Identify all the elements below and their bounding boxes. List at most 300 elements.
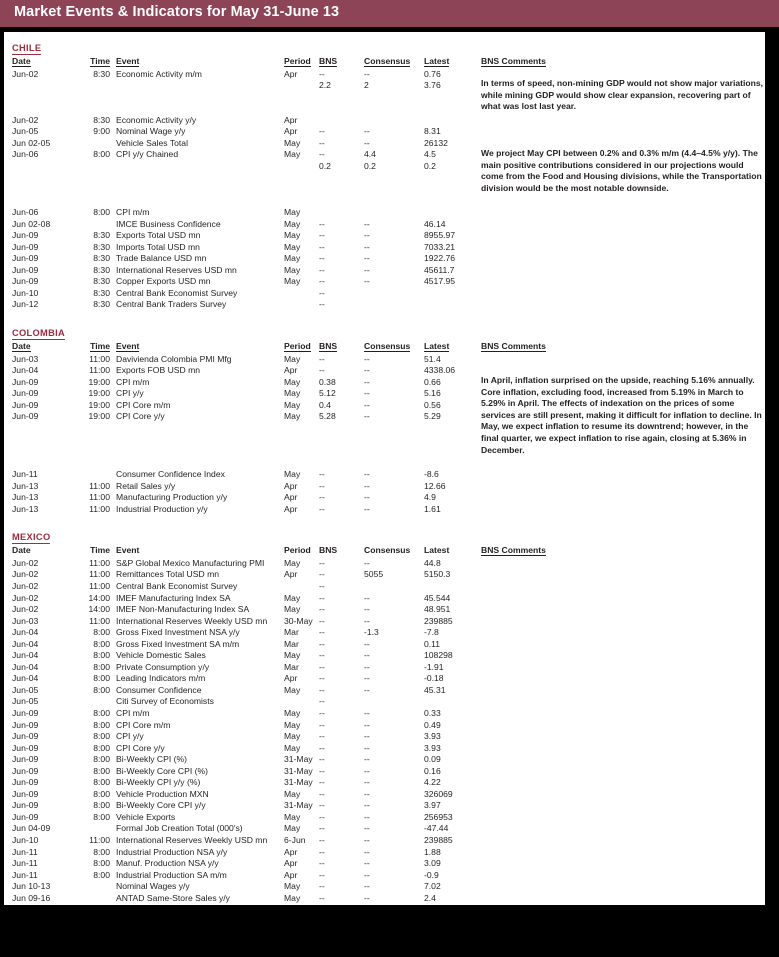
cell-bns: -- xyxy=(319,592,325,603)
cell-time: 8:00 xyxy=(93,777,110,788)
cell-event: ANTAD Same-Store Sales y/y xyxy=(116,892,230,903)
cell-period xyxy=(284,92,319,104)
cell-event: Gross Fixed Investment SA m/m xyxy=(116,638,240,649)
cell-date: Jun-04 xyxy=(12,365,39,376)
cell-consensus: -- xyxy=(364,376,370,387)
cell-bns: -- xyxy=(319,731,325,742)
cell-time: 11:00 xyxy=(89,353,110,364)
cell-time: 8:00 xyxy=(93,811,110,822)
cell-bns: -- xyxy=(319,287,325,298)
cell-latest: 0.56 xyxy=(424,399,441,410)
cell-bns: -- xyxy=(319,777,325,788)
cell-bns: -- xyxy=(319,627,325,638)
cell-time xyxy=(82,881,110,893)
cell-bns xyxy=(319,458,364,470)
cell-bns: -- xyxy=(319,673,325,684)
cell-time xyxy=(82,92,110,104)
section-chile xyxy=(4,32,765,311)
column-header-latest xyxy=(424,545,481,558)
cell-period: May xyxy=(284,276,301,287)
cell-time xyxy=(82,434,110,446)
cell-event: Central Bank Economist Survey xyxy=(116,287,238,298)
cell-latest: 44.8 xyxy=(424,557,441,568)
column-header-comments xyxy=(481,341,765,515)
column-header-label: Date xyxy=(12,341,31,352)
cell-time: 8:00 xyxy=(93,719,110,730)
cell-event xyxy=(110,434,284,446)
column-header-time xyxy=(82,56,110,69)
cell-bns: -- xyxy=(319,492,325,503)
column-header-period xyxy=(284,56,319,69)
cell-period: May xyxy=(284,264,301,275)
cell-latest: 0.2 xyxy=(424,160,436,171)
cell-latest xyxy=(424,458,481,470)
cell-period: 31-May xyxy=(284,800,313,811)
cell-latest: -7.8 xyxy=(424,627,439,638)
comments-column xyxy=(481,545,765,903)
cell-latest: 239885 xyxy=(424,615,453,626)
cell-consensus xyxy=(364,581,424,593)
cell-bns: -- xyxy=(319,253,325,264)
cell-consensus: -- xyxy=(364,365,370,376)
cell-time: 11:00 xyxy=(89,492,110,503)
column-header-consensus xyxy=(364,56,424,69)
cell-date: Jun-09 xyxy=(12,765,39,776)
cell-period: May xyxy=(284,823,301,834)
cell-event: Manuf. Production NSA y/y xyxy=(116,858,219,869)
cell-bns: -- xyxy=(319,881,325,892)
cell-latest: 7.02 xyxy=(424,881,441,892)
column-header-label: Date xyxy=(12,56,31,66)
cell-bns: -- xyxy=(319,276,325,287)
cell-date: Jun-09 xyxy=(12,719,39,730)
cell-latest xyxy=(424,423,481,435)
cell-time: 8:00 xyxy=(93,638,110,649)
cell-time xyxy=(82,172,110,184)
cell-date: Jun-09 xyxy=(12,742,39,753)
country-heading: CHILE xyxy=(12,43,42,53)
cell-time: 8:00 xyxy=(93,731,110,742)
cell-event: Central Bank Traders Survey xyxy=(116,299,227,310)
cell-event: CPI y/y Chained xyxy=(116,149,179,160)
cell-time: 11:00 xyxy=(89,580,110,591)
cell-period: 6-Jun xyxy=(284,835,306,846)
cell-consensus xyxy=(364,92,424,104)
cell-bns: 5.28 xyxy=(319,411,336,422)
cell-time: 8:00 xyxy=(93,627,110,638)
cell-time: 8:30 xyxy=(93,299,110,310)
cell-period: Mar xyxy=(284,627,299,638)
cell-time xyxy=(82,893,110,905)
cell-consensus: -- xyxy=(364,615,370,626)
cell-time: 8:30 xyxy=(93,241,110,252)
cell-date: Jun-09 xyxy=(12,264,39,275)
cell-event: International Reserves Weekly USD mn xyxy=(116,615,268,626)
cell-time: 11:00 xyxy=(89,503,110,514)
cell-latest: 2.4 xyxy=(424,892,436,903)
cell-bns: -- xyxy=(319,353,325,364)
cell-event xyxy=(110,196,284,208)
cell-consensus xyxy=(364,423,424,435)
cell-consensus: -- xyxy=(364,492,370,503)
cell-period: May xyxy=(284,731,301,742)
cell-consensus: -- xyxy=(364,411,370,422)
cell-date xyxy=(4,172,82,184)
cell-date: Jun-09 xyxy=(12,777,39,788)
cell-latest: -8.6 xyxy=(424,469,439,480)
cell-bns: -- xyxy=(319,503,325,514)
cell-period: May xyxy=(284,137,301,148)
cell-period: 31-May xyxy=(284,777,313,788)
cell-consensus: -- xyxy=(364,811,370,822)
cell-consensus: 5055 xyxy=(364,569,384,580)
cell-event: CPI y/y xyxy=(116,731,144,742)
cell-period: May xyxy=(284,719,301,730)
cell-bns xyxy=(319,115,364,127)
cell-event xyxy=(110,184,284,196)
cell-latest: 4.9 xyxy=(424,492,436,503)
cell-period: May xyxy=(284,811,301,822)
cell-bns: 0.4 xyxy=(319,399,331,410)
cell-period xyxy=(284,696,319,708)
cell-date: Jun-02 xyxy=(12,569,39,580)
cell-bns: -- xyxy=(319,557,325,568)
cell-period: May xyxy=(284,353,301,364)
cell-bns: -- xyxy=(319,788,325,799)
column-header-label: Latest xyxy=(424,341,450,352)
column-header-label: Latest xyxy=(424,545,450,556)
cell-event: Exports FOB USD mn xyxy=(116,365,201,376)
cell-consensus xyxy=(364,172,424,184)
cell-event xyxy=(110,80,284,92)
cell-time xyxy=(82,196,110,208)
cell-consensus: -- xyxy=(364,264,370,275)
cell-date xyxy=(4,103,82,115)
column-header-latest xyxy=(424,56,481,69)
cell-event: CPI m/m xyxy=(116,708,150,718)
cell-bns: -- xyxy=(319,638,325,649)
cell-event: Consumer Confidence xyxy=(116,684,202,695)
cell-latest: 0.76 xyxy=(424,68,441,79)
cell-date: Jun-02 xyxy=(12,592,39,603)
cell-latest: 3.09 xyxy=(424,858,441,869)
cell-date: Jun-09 xyxy=(12,811,39,822)
table-header-row xyxy=(4,545,765,558)
column-header-latest xyxy=(424,341,481,354)
cell-time: 8:00 xyxy=(93,800,110,811)
cell-time: 9:00 xyxy=(93,126,110,137)
cell-date: Jun-04 xyxy=(12,627,39,638)
cell-period: May xyxy=(284,411,301,422)
cell-consensus: -- xyxy=(364,892,370,903)
cell-latest: 4338.06 xyxy=(424,365,456,376)
cell-latest: 4.22 xyxy=(424,777,441,788)
cell-period: 31-May xyxy=(284,754,313,765)
cell-time: 8:00 xyxy=(93,650,110,661)
cell-consensus: -- xyxy=(364,126,370,137)
bns-comment: In terms of speed, non-mining GDP would not show major variations, while mining GDP would show clear expansion, recovering part of what was lost last year. xyxy=(481,78,764,112)
cell-event: Copper Exports USD mn xyxy=(116,276,211,287)
column-header-label: Event xyxy=(116,341,140,352)
cell-date: Jun 02-05 xyxy=(12,137,51,148)
cell-time: 11:00 xyxy=(89,569,110,580)
cell-time: 14:00 xyxy=(88,604,110,615)
cell-bns: 5.12 xyxy=(319,388,336,399)
cell-time: 19:00 xyxy=(88,376,110,387)
cell-event: CPI Core m/m xyxy=(116,719,171,730)
column-header-label: BNS xyxy=(319,545,338,556)
cell-date: Jun-09 xyxy=(12,399,39,410)
cell-period xyxy=(284,103,319,115)
cell-consensus: -- xyxy=(364,353,370,364)
cell-bns: -- xyxy=(319,835,325,846)
cell-latest: 0.11 xyxy=(424,638,441,649)
cell-bns xyxy=(319,423,364,435)
cell-date: Jun-13 xyxy=(12,480,39,491)
cell-event xyxy=(110,103,284,115)
cell-time: 14:00 xyxy=(88,592,110,603)
cell-latest: 5.16 xyxy=(424,388,441,399)
cell-latest: 0.09 xyxy=(424,754,441,765)
cell-date: Jun-02 xyxy=(12,557,39,568)
cell-latest: 45.544 xyxy=(424,592,451,603)
cell-date: Jun 09-16 xyxy=(12,892,51,903)
cell-date: Jun-05 xyxy=(12,696,39,707)
cell-date: Jun-06 xyxy=(12,149,39,160)
cell-event: Vehicle Production MXN xyxy=(116,788,209,799)
section-colombia xyxy=(4,311,765,515)
cell-event xyxy=(110,458,284,470)
cell-bns: -- xyxy=(319,765,325,776)
cell-date: Jun-03 xyxy=(12,615,39,626)
cell-event: Industrial Production NSA y/y xyxy=(116,846,228,857)
cell-time xyxy=(82,696,110,708)
cell-bns xyxy=(319,434,364,446)
cell-period: May xyxy=(284,592,301,603)
cell-date: Jun 02-08 xyxy=(12,218,51,229)
cell-time: 8:00 xyxy=(93,207,110,218)
cell-date: Jun-12 xyxy=(12,299,39,310)
cell-date: Jun-04 xyxy=(12,661,39,672)
cell-date: Jun-04 xyxy=(12,638,39,649)
column-header-label: Time xyxy=(90,56,110,66)
page-banner xyxy=(0,0,779,27)
cell-time: 11:00 xyxy=(89,615,110,626)
cell-period: May xyxy=(284,881,301,892)
country-heading: MEXICO xyxy=(12,532,51,543)
cell-bns: -- xyxy=(319,365,325,376)
cell-latest: 3.93 xyxy=(424,731,441,742)
cell-consensus: -- xyxy=(364,661,370,672)
cell-consensus xyxy=(364,458,424,470)
cell-date: Jun-09 xyxy=(12,788,39,799)
cell-time xyxy=(82,219,110,231)
cell-consensus: -- xyxy=(364,592,370,603)
cell-period: May xyxy=(284,469,301,480)
column-header-label: Consensus xyxy=(364,545,411,556)
cell-latest: 0.49 xyxy=(424,719,441,730)
cell-latest xyxy=(424,581,481,593)
column-header-date xyxy=(4,545,82,558)
cell-latest xyxy=(424,103,481,115)
cell-consensus: -- xyxy=(364,218,370,229)
cell-time: 8:30 xyxy=(93,253,110,264)
cell-time: 11:00 xyxy=(89,480,110,491)
cell-date: Jun-09 xyxy=(12,708,39,718)
cell-period: Apr xyxy=(284,68,298,79)
cell-time: 8:00 xyxy=(93,846,110,857)
cell-latest xyxy=(424,184,481,196)
column-header-bns xyxy=(319,341,364,354)
cell-date: Jun-11 xyxy=(12,846,38,857)
cell-time: 8:30 xyxy=(93,287,110,298)
cell-time xyxy=(82,469,110,481)
cell-bns: 0.2 xyxy=(319,160,331,171)
column-header-label: Event xyxy=(116,545,140,556)
cell-consensus: 2 xyxy=(364,80,369,91)
cell-period: May xyxy=(284,708,301,718)
cell-latest: 3.93 xyxy=(424,742,441,753)
country-heading: COLOMBIA xyxy=(12,328,66,339)
cell-event: Manufacturing Production y/y xyxy=(116,492,228,503)
cell-period: Apr xyxy=(284,114,298,125)
cell-time: 8:00 xyxy=(93,869,110,880)
cell-period: 31-May xyxy=(284,765,313,776)
cell-bns: -- xyxy=(319,811,325,822)
cell-time: 8:00 xyxy=(93,742,110,753)
column-header-period xyxy=(284,545,319,558)
cell-period xyxy=(284,288,319,300)
cell-bns: -- xyxy=(319,858,325,869)
cell-period: Apr xyxy=(284,858,298,869)
cell-time: 8:00 xyxy=(93,754,110,765)
cell-consensus: -- xyxy=(364,557,370,568)
cell-bns: -- xyxy=(319,264,325,275)
cell-bns: -- xyxy=(319,661,325,672)
table-header-row xyxy=(4,56,765,69)
comments-column-title: BNS Comments xyxy=(481,545,546,556)
cell-date xyxy=(4,80,82,92)
cell-bns: -- xyxy=(319,708,325,718)
cell-event: Imports Total USD mn xyxy=(116,241,200,252)
cell-period: Apr xyxy=(284,569,298,580)
column-header-bns xyxy=(319,545,364,558)
cell-consensus: -- xyxy=(364,469,370,480)
cell-event: Remittances Total USD mn xyxy=(116,569,220,580)
cell-bns: -- xyxy=(319,241,325,252)
cell-consensus: -- xyxy=(364,719,370,730)
cell-event: Bi-Weekly CPI y/y (%) xyxy=(116,777,201,788)
cell-latest: 5.29 xyxy=(424,411,441,422)
cell-latest: 0.66 xyxy=(424,376,441,387)
cell-date: Jun 04-09 xyxy=(12,823,51,834)
cell-event: CPI y/y xyxy=(116,388,144,399)
cell-bns xyxy=(319,92,364,104)
column-header-period xyxy=(284,341,319,354)
cell-consensus: -- xyxy=(364,881,370,892)
cell-date: Jun-06 xyxy=(12,207,39,218)
cell-bns: -- xyxy=(319,892,325,903)
column-header-time xyxy=(82,341,110,354)
column-header-event xyxy=(110,545,284,558)
cell-time: 8:00 xyxy=(93,149,110,160)
cell-time: 19:00 xyxy=(88,388,110,399)
cell-period: May xyxy=(284,230,301,241)
cell-time: 8:30 xyxy=(93,264,110,275)
cell-event: S&P Global Mexico Manufacturing PMI xyxy=(116,557,265,568)
cell-latest: 326069 xyxy=(424,788,453,799)
cell-latest xyxy=(424,434,481,446)
cell-latest: 0.33 xyxy=(424,708,441,718)
cell-consensus: -- xyxy=(364,276,370,287)
cell-consensus: -- xyxy=(364,673,370,684)
cell-time: 8:00 xyxy=(93,765,110,776)
cell-bns: 2.2 xyxy=(319,80,331,91)
column-header-label: Time xyxy=(90,341,110,352)
cell-bns: -- xyxy=(319,126,325,137)
cell-consensus: -- xyxy=(364,823,370,834)
cell-period: Apr xyxy=(284,503,298,514)
cell-event: CPI m/m xyxy=(116,207,150,218)
cell-event: Bi-Weekly Core CPI (%) xyxy=(116,765,209,776)
cell-event: Economic Activity y/y xyxy=(116,114,197,125)
cell-consensus: -- xyxy=(364,480,370,491)
cell-time: 8:00 xyxy=(93,661,110,672)
cell-consensus xyxy=(364,207,424,219)
cell-bns xyxy=(319,184,364,196)
cell-date xyxy=(4,446,82,458)
cell-time: 19:00 xyxy=(88,411,110,422)
cell-period: May xyxy=(284,892,301,903)
cell-event: Davivienda Colombia PMI Mfg xyxy=(116,353,232,364)
cell-consensus: -- xyxy=(364,230,370,241)
section-mexico xyxy=(4,515,765,904)
cell-time: 8:00 xyxy=(93,708,110,718)
cell-event xyxy=(110,423,284,435)
cell-period: Mar xyxy=(284,638,299,649)
column-header-label: Period xyxy=(284,56,311,66)
cell-date xyxy=(4,423,82,435)
cell-date: Jun-09 xyxy=(12,376,39,387)
cell-latest: 239885 xyxy=(424,835,453,846)
comments-column-title: BNS Comments xyxy=(481,341,546,352)
cell-event: Vehicle Sales Total xyxy=(116,137,188,148)
cell-period: Apr xyxy=(284,869,298,880)
cell-time xyxy=(82,161,110,173)
cell-consensus: -- xyxy=(364,765,370,776)
cell-consensus xyxy=(364,434,424,446)
cell-consensus xyxy=(364,446,424,458)
cell-consensus: -1.3 xyxy=(364,627,379,638)
cell-consensus: -- xyxy=(364,777,370,788)
cell-period: May xyxy=(284,376,301,387)
cell-date: Jun-02 xyxy=(12,68,39,79)
cell-latest: 46.14 xyxy=(424,218,446,229)
cell-bns: -- xyxy=(319,137,325,148)
cell-consensus: -- xyxy=(364,684,370,695)
cell-consensus: 4.4 xyxy=(364,149,376,160)
cell-period: May xyxy=(284,149,301,160)
column-header-comments xyxy=(481,545,765,904)
cell-consensus: 0.2 xyxy=(364,160,376,171)
cell-bns: -- xyxy=(319,754,325,765)
cell-bns: -- xyxy=(319,823,325,834)
cell-event: Nominal Wage y/y xyxy=(116,126,186,137)
report-sheet xyxy=(4,32,765,905)
cell-bns: -- xyxy=(319,696,325,707)
column-header-time xyxy=(82,545,110,558)
cell-latest: 45.31 xyxy=(424,684,446,695)
